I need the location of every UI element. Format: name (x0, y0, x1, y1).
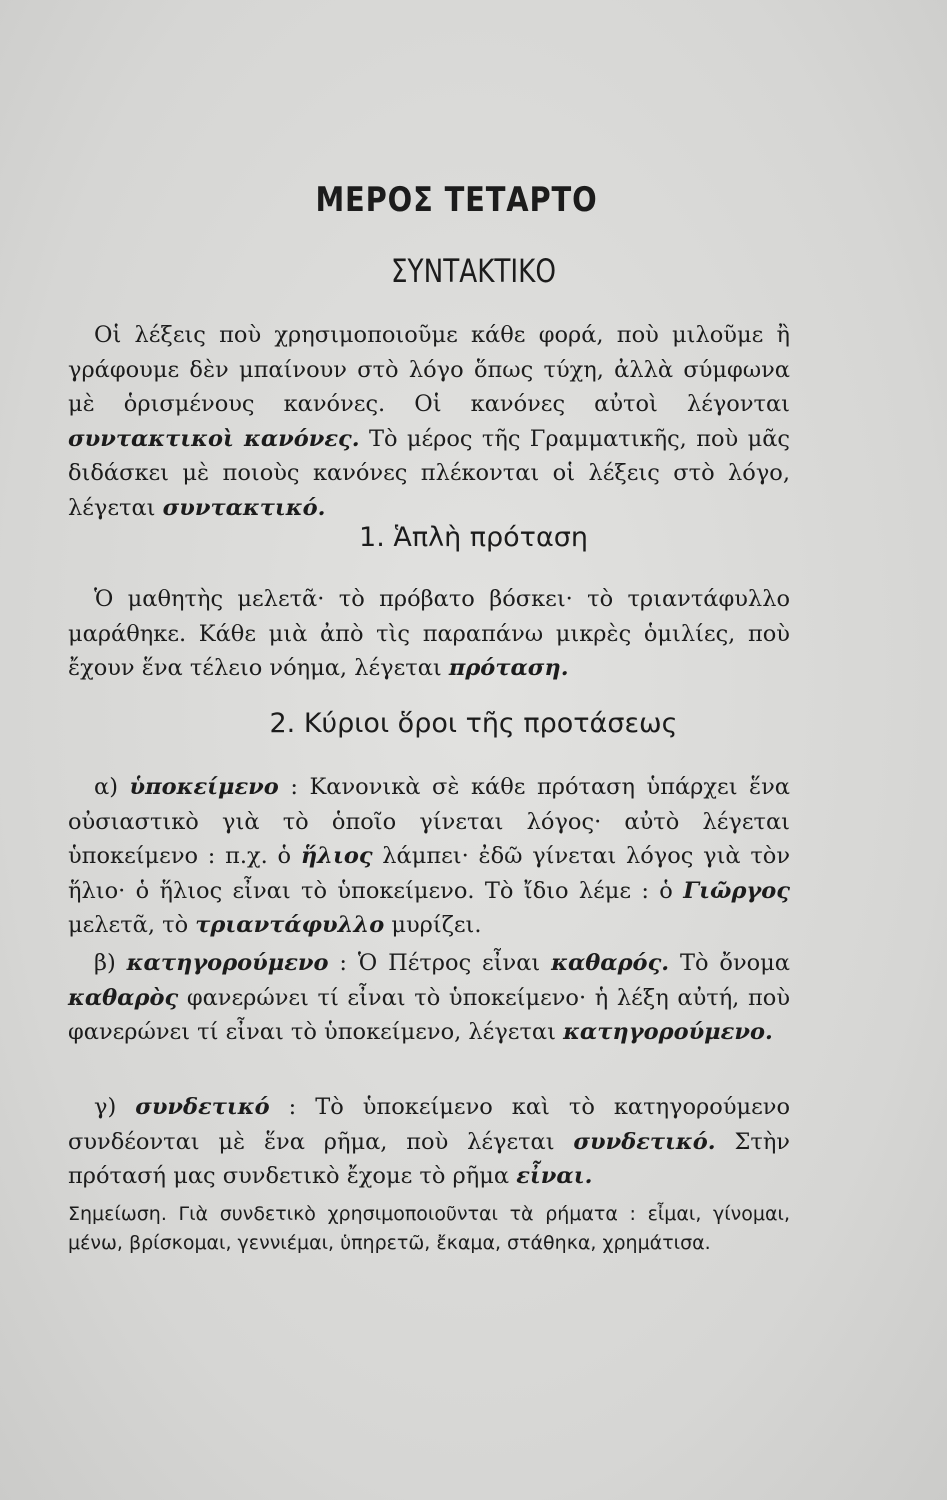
intro-term-2: συντακτικό. (162, 494, 326, 521)
note-text: Σημείωση. Γιὰ συνδετικὸ χρησιμοποιοῦνται τὰ ρήματα : εἶμαι, γίνομαι, μένω, βρίσκομαι, γεννιέμαι, ὑπηρετῶ, ἔκαμα, στάθηκα, χρημάτισα. (68, 1203, 790, 1254)
predicate-label: β) (94, 950, 127, 976)
predicate-example-1: καθαρός. (551, 950, 670, 976)
intro-text-2: Τὸ μέρος τῆς Γραμματικῆς, ποὺ μᾶς διδάσκει μὲ ποιοὺς κανόνες πλέκονται οἱ λέξεις στὸ λόγο, λέγεται (68, 425, 790, 521)
intro-paragraph (68, 318, 790, 525)
section-title: ΣΥΝΤΑΚΤΙΚΟ (390, 252, 557, 290)
intro-text-1: Οἱ λέξεις ποὺ χρησιμοποιοῦμε κάθε φορά, ποὺ μιλοῦμε ἢ γράφουμε δὲν μπαίνουν στὸ λόγο ὅπως τύχη, ἀλλὰ σύμφωνα μὲ ὁρισμένους κανόνες. Οἱ κανόνες αὐτοὶ λέγονται (68, 322, 790, 417)
copula-label: γ) (94, 1094, 136, 1120)
subject-text-4: μυρίζει. (384, 912, 482, 938)
subject-example-3: τριαντάφυλλο (195, 912, 385, 938)
subject-term: ὑποκείμενο (129, 774, 279, 800)
subject-paragraph (68, 770, 790, 943)
subject-text-2: λάμπει· ἐδῶ γίνεται λόγος γιὰ τὸν ἥλιο· ὁ ἥλιος εἶναι τὸ ὑποκείμενο. Τὸ ἴδιο λέμε : ὁ (68, 843, 790, 904)
subject-text-3: μελετᾶ, τὸ (68, 912, 196, 938)
note-paragraph (68, 1200, 790, 1258)
copula-paragraph (68, 1090, 790, 1194)
copula-text-1: : Τὸ ὑποκείμενο καὶ τὸ κατηγορούμενο συνδέονται μὲ ἕνα ρῆμα, ποὺ λέγεται (68, 1094, 790, 1155)
copula-term: συνδετικό (135, 1094, 270, 1120)
simple-text-1: Ὁ μαθητὴς μελετᾶ· τὸ πρόβατο βόσκει· τὸ τριαντάφυλλο μαράθηκε. Κάθε μιὰ ἀπὸ τὶς παραπάνω μικρὲς ὁμιλίες, ποὺ ἔχουν ἕνα τέλειο νόημα, λέγεται (68, 586, 790, 681)
predicate-text-3: φανερώνει τί εἶναι τὸ ὑποκείμενο· ἡ λέξη αὐτή, ποὺ φανερώνει τί εἶναι τὸ ὑποκείμενο, λέγεται (68, 984, 790, 1045)
simple-sentence-paragraph (68, 582, 790, 686)
subject-example-2: Γιῶργος (683, 877, 790, 904)
subject-label: α) (94, 774, 130, 800)
part-title: ΜΕΡΟΣ ΤΕΤΑΡΤΟ (315, 180, 598, 220)
copula-text-2: Στὴν πρότασή μας συνδετικὸ ἔχομε τὸ ρῆμα (68, 1128, 790, 1189)
predicate-text-2: Τὸ ὄνομα (669, 950, 790, 976)
intro-term-1: συντακτικοὶ κανόνες. (68, 425, 360, 452)
predicate-example-2: καθαρὸς (68, 984, 179, 1011)
predicate-paragraph (68, 946, 790, 1050)
copula-example-2: εἶναι. (516, 1163, 593, 1189)
heading-main-terms: 2. Κύριοι ὅροι τῆς προτάσεως (269, 708, 678, 739)
copula-example-1: συνδετικό. (573, 1128, 716, 1155)
subject-text-1: : Κανονικὰ σὲ κάθε πρόταση ὑπάρχει ἕνα οὐσιαστικὸ γιὰ τὸ ὁποῖο γίνεται λόγος· αὐτὸ λέγεται ὑποκείμενο : π.χ. ὁ (68, 774, 791, 869)
subject-example-1: ἥλιος (300, 843, 373, 869)
predicate-term: κατηγορούμενο (126, 950, 329, 976)
predicate-example-3: κατηγορούμενο. (563, 1019, 773, 1045)
simple-term-1: πρόταση. (448, 655, 569, 681)
heading-simple-sentence: 1. Ἁπλὴ πρόταση (359, 522, 588, 553)
predicate-text-1: : Ὁ Πέτρος εἶναι (328, 950, 552, 976)
